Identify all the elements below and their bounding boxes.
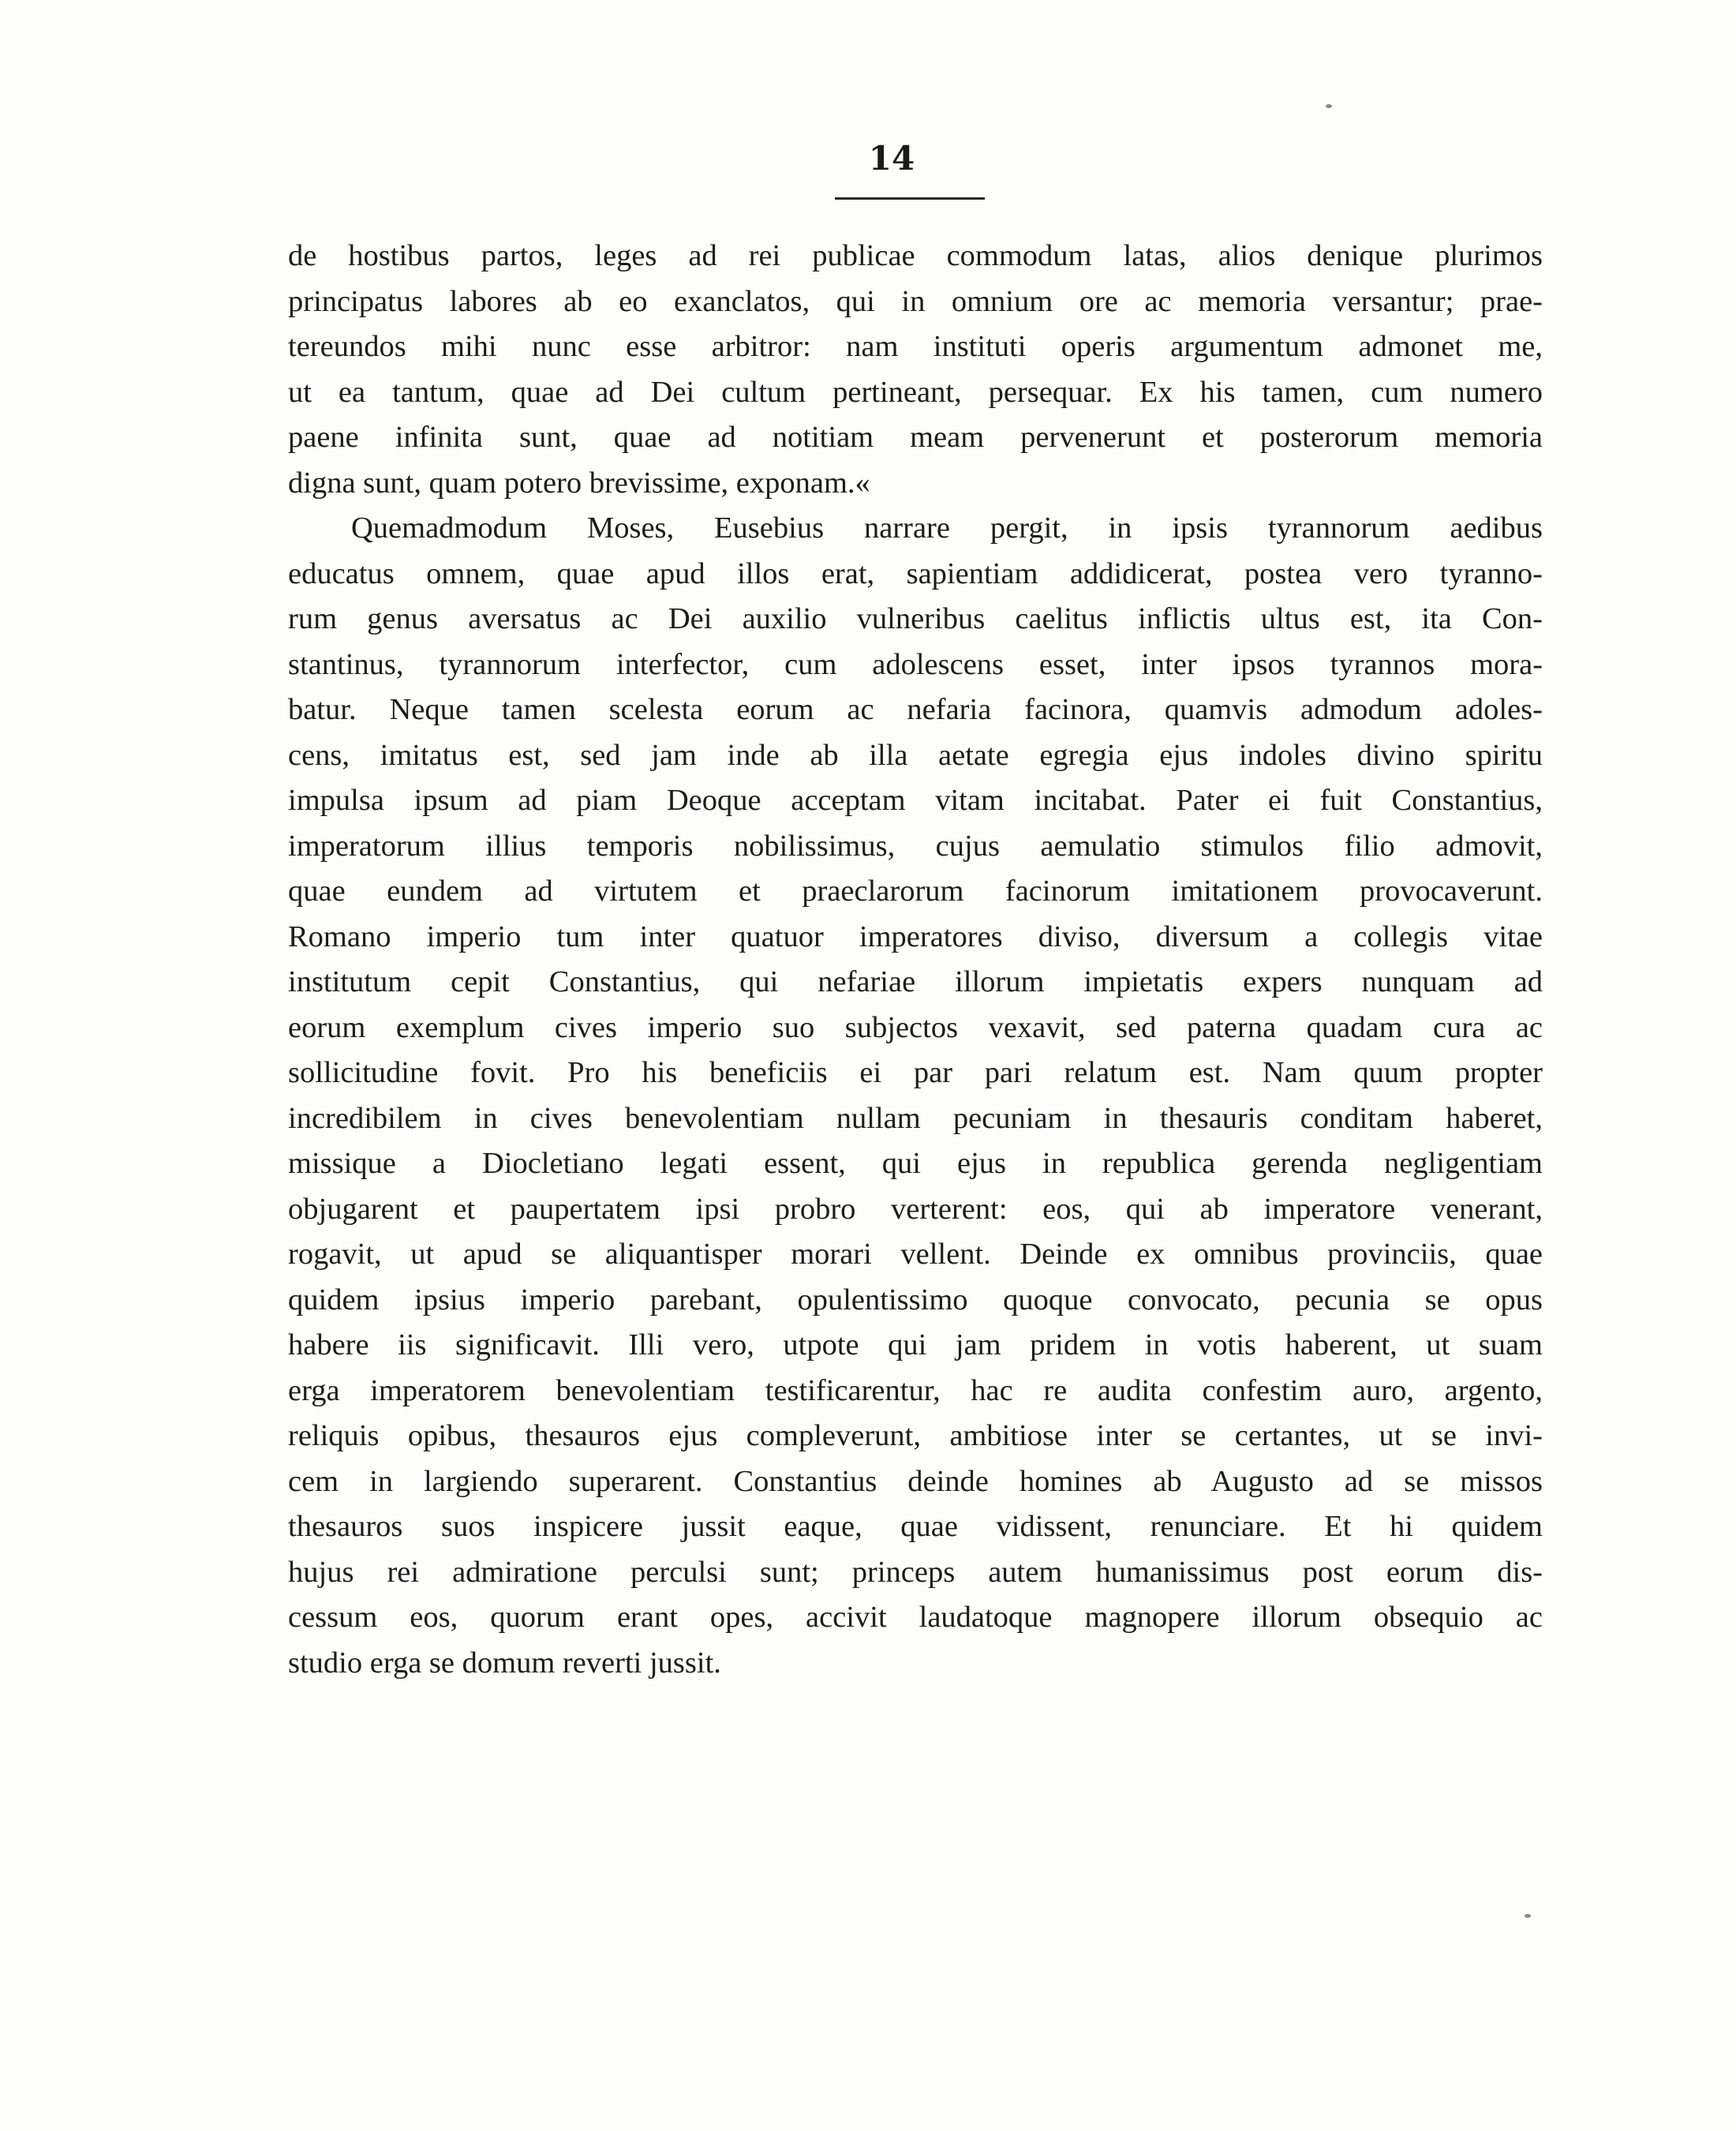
text-line: quae eundem ad virtutem et praeclarorum facinorum imitationem provocaverunt. <box>288 874 1543 908</box>
text-line: Quemadmodum Moses, Eusebius narrare pergit, in ipsis tyrannorum aedibus <box>351 511 1543 545</box>
text-line: cens, imitatus est, sed jam inde ab illa aetate egregia ejus indoles divino spiritu <box>288 738 1543 772</box>
ink-speck <box>1326 104 1332 108</box>
ink-speck <box>1525 1914 1531 1918</box>
text-line: eorum exemplum cives imperio suo subjectos vexavit, sed paterna quadam cura ac <box>288 1010 1543 1044</box>
text-line: principatus labores ab eo exanclatos, qui in omnium ore ac memoria versantur; prae- <box>288 284 1543 318</box>
text-line: erga imperatorem benevolentiam testificarentur, hac re audita confestim auro, argento, <box>288 1373 1543 1407</box>
text-line: objugarent et paupertatem ipsi probro verterent: eos, qui ab imperatore venerant, <box>288 1192 1543 1226</box>
page-number: 14 <box>868 139 915 178</box>
text-line: thesauros suos inspicere jussit eaque, quae vidissent, renunciare. Et hi quidem <box>288 1510 1543 1543</box>
text-line: incredibilem in cives benevolentiam nullam pecuniam in thesauris conditam haberet, <box>288 1101 1543 1135</box>
text-line: stantinus, tyrannorum interfector, cum adolescens esset, inter ipsos tyrannos mora- <box>288 647 1543 681</box>
text-line: de hostibus partos, leges ad rei publicae commodum latas, alios denique plurimos <box>288 239 1543 272</box>
page-number-rule <box>835 197 985 200</box>
text-line: ut ea tantum, quae ad Dei cultum pertineant, persequar. Ex his tamen, cum numero <box>288 375 1543 409</box>
text-line: quidem ipsius imperio parebant, opulentissimo quoque convocato, pecunia se opus <box>288 1283 1543 1316</box>
text-line: studio erga se domum reverti jussit. <box>288 1646 721 1680</box>
text-line: tereundos mihi nunc esse arbitror: nam instituti operis argumentum admonet me, <box>288 330 1543 363</box>
text-line: Romano imperio tum inter quatuor imperatores diviso, diversum a collegis vitae <box>288 919 1543 953</box>
text-line: educatus omnem, quae apud illos erat, sapientiam addidicerat, postea vero tyranno- <box>288 556 1543 590</box>
text-line: institutum cepit Constantius, qui nefariae illorum impietatis expers nunquam ad <box>288 965 1543 998</box>
text-line: impulsa ipsum ad piam Deoque acceptam vitam incitabat. Pater ei fuit Constantius, <box>288 784 1543 817</box>
text-line: digna sunt, quam potero brevissime, exponam.« <box>288 466 870 500</box>
text-line: batur. Neque tamen scelesta eorum ac nefaria facinora, quamvis admodum adoles- <box>288 693 1543 726</box>
text-line: imperatorum illius temporis nobilissimus, cujus aemulatio stimulos filio admovit, <box>288 829 1543 863</box>
body-text <box>288 234 1543 1686</box>
text-line: habere iis significavit. Illi vero, utpote qui jam pridem in votis haberent, ut suam <box>288 1328 1543 1361</box>
text-line: reliquis opibus, thesauros ejus compleverunt, ambitiose inter se certantes, ut se invi- <box>288 1419 1543 1452</box>
text-line: cem in largiendo superarent. Constantius deinde homines ab Augusto ad se missos <box>288 1464 1543 1498</box>
text-line: rogavit, ut apud se aliquantisper morari vellent. Deinde ex omnibus provinciis, quae <box>288 1238 1543 1271</box>
text-line: missique a Diocletiano legati essent, qui ejus in republica gerenda negligentiam <box>288 1147 1543 1180</box>
text-line: sollicitudine fovit. Pro his beneficiis ei par pari relatum est. Nam quum propter <box>288 1056 1543 1089</box>
text-line: rum genus aversatus ac Dei auxilio vulneribus caelitus inflictis ultus est, ita Con- <box>288 602 1543 635</box>
text-line: hujus rei admiratione perculsi sunt; princeps autem humanissimus post eorum dis- <box>288 1555 1543 1589</box>
text-line: paene infinita sunt, quae ad notitiam meam pervenerunt et posterorum memoria <box>288 421 1543 454</box>
text-line: cessum eos, quorum erant opes, accivit laudatoque magnopere illorum obsequio ac <box>288 1601 1543 1634</box>
